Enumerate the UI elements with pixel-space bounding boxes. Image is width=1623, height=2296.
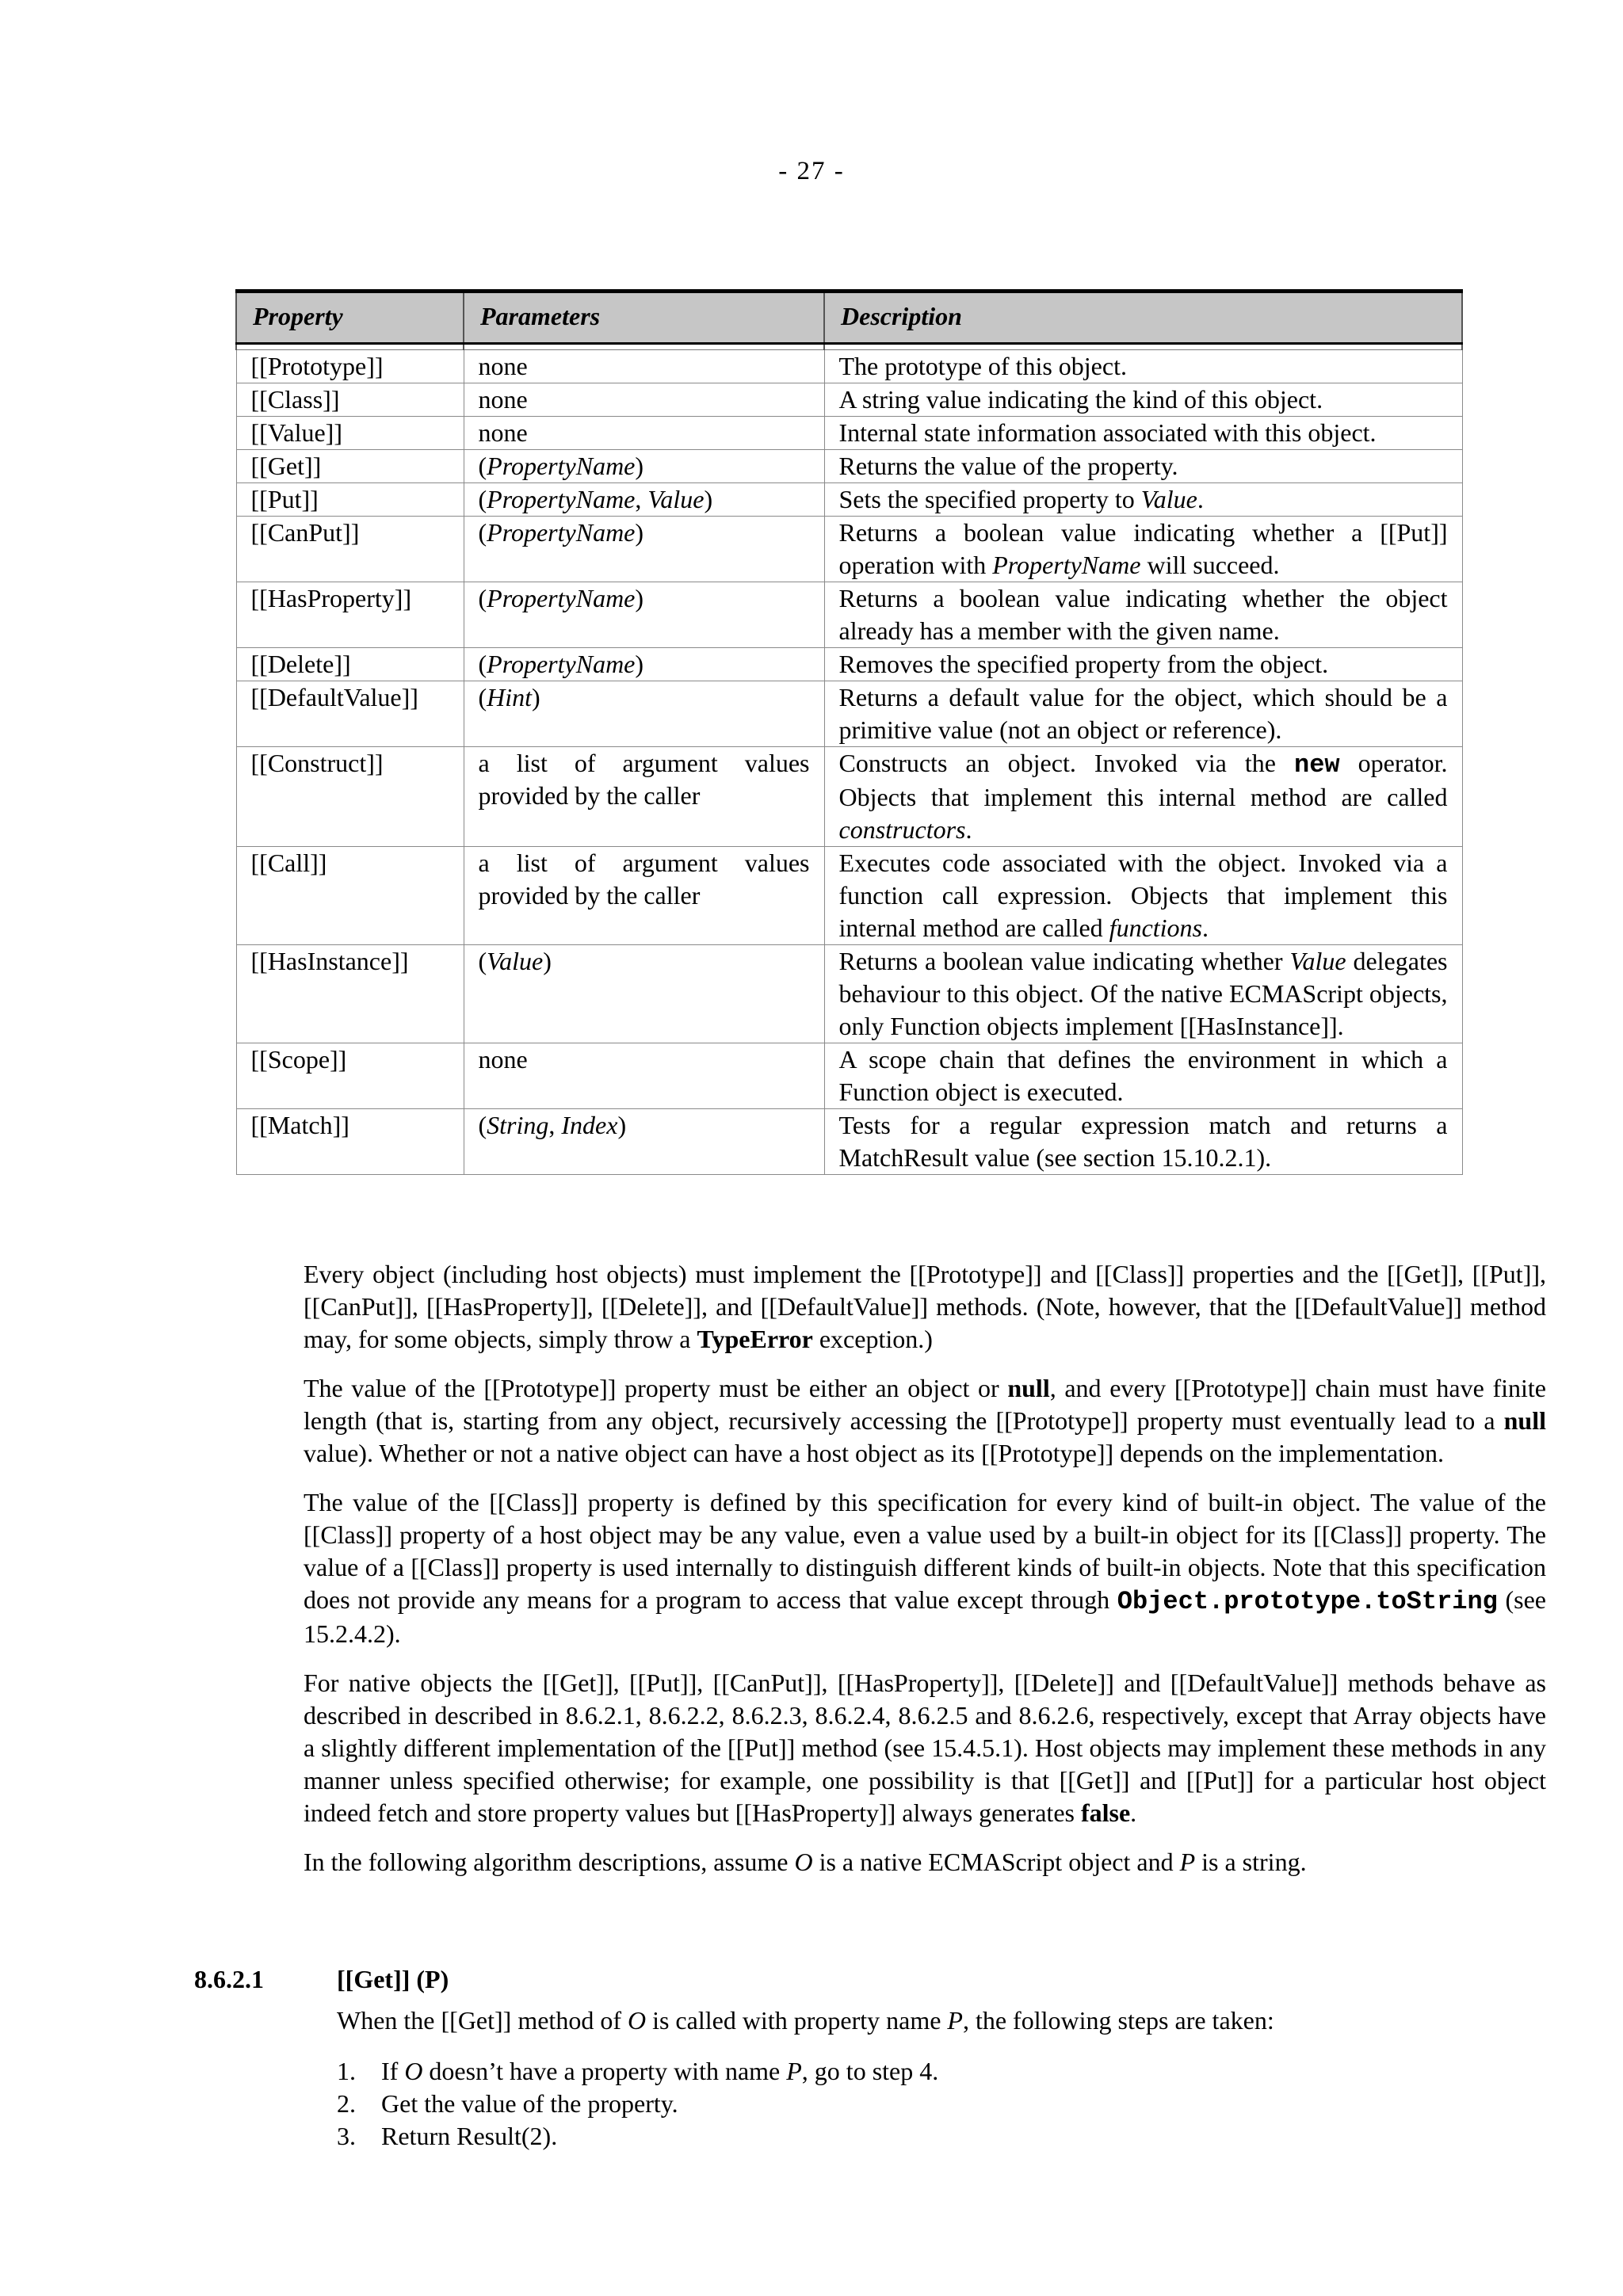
paragraph: Every object (including host objects) must implement the [[Prototype]] and [[Class]] properties and the [[Get]], [[Put]], [[CanPut]], [[HasProperty]], [[Delete]], and [[DefaultValue]] methods. (Note, however, that the [[DefaultValue]] method may, for some objects, simply throw a TypeError exception.)	[304, 1260, 1546, 1353]
table-row	[236, 1109, 1462, 1175]
cell-parameters: a list of argument values provided by the caller	[464, 847, 824, 945]
paragraph: The value of the [[Class]] property is defined by this specification for every kind of built-in object. The value of the [[Class]] property of a host object may be any value, even a value used by a built-in object for its [[Class]] property. The value of a [[Class]] property is used internally to distinguish different kinds of built-in objects. Note that this specification does not provide any means for a program to access that value except through Object.prototype.toString (see 15.2.4.2).	[304, 1488, 1547, 1648]
header-parameters: Parameters	[464, 292, 824, 344]
cell-description: Returns a boolean value indicating whether the object already has a member with the given name.	[824, 582, 1462, 648]
cell-property: [[HasInstance]]	[236, 945, 464, 1043]
algorithm-step	[337, 2055, 938, 2088]
cell-description: Returns a default value for the object, which should be a primitive value (not an object or reference).	[824, 681, 1462, 747]
cell-description: Constructs an object. Invoked via the new operator. Objects that implement this internal method are called constructors.	[824, 747, 1462, 847]
body-text	[304, 1258, 1546, 1895]
table-row	[236, 483, 1462, 517]
cell-parameters: (Hint)	[464, 681, 824, 747]
cell-property: [[DefaultValue]]	[236, 681, 464, 747]
step-number: 3.	[337, 2122, 356, 2150]
cell-description: Sets the specified property to Value.	[824, 483, 1462, 517]
cell-parameters: (PropertyName)	[464, 582, 824, 648]
cell-description: Removes the specified property from the object.	[824, 648, 1462, 681]
algorithm-steps	[337, 2055, 938, 2153]
table-row	[236, 383, 1462, 417]
cell-parameters: (PropertyName)	[464, 648, 824, 681]
table-row	[236, 350, 1462, 383]
table-row	[236, 517, 1462, 582]
cell-parameters: none	[464, 1043, 824, 1109]
cell-property: [[Call]]	[236, 847, 464, 945]
header-spacer	[236, 344, 1462, 350]
section-number: 8.6.2.1	[194, 1965, 264, 1993]
cell-property: [[Put]]	[236, 483, 464, 517]
paragraph: The value of the [[Prototype]] property must be either an object or null, and every [[Prototype]] chain must have finite length (that is, starting from any object, recursively accessing the [[Prototype]] property must eventually lead to a null value). Whether or not a native object can have a host object as its [[Prototype]] depends on the implementation.	[304, 1374, 1547, 1467]
cell-parameters: (Value)	[464, 945, 824, 1043]
table-row	[236, 450, 1462, 483]
cell-property: [[Prototype]]	[236, 350, 464, 383]
cell-property: [[Match]]	[236, 1109, 464, 1175]
step-text: Get the value of the property.	[381, 2089, 678, 2118]
cell-parameters: (PropertyName, Value)	[464, 483, 824, 517]
cell-description: Returns a boolean value indicating whether a [[Put]] operation with PropertyName will succeed.	[824, 517, 1462, 582]
algorithm-step	[337, 2088, 938, 2120]
cell-property: [[Class]]	[236, 383, 464, 417]
cell-description: Executes code associated with the object. Invoked via a function call expression. Objects that implement this internal method are called functions.	[824, 847, 1462, 945]
cell-description: Returns the value of the property.	[824, 450, 1462, 483]
cell-description: Internal state information associated with this object.	[824, 417, 1462, 450]
cell-parameters: none	[464, 417, 824, 450]
algorithm-step	[337, 2120, 938, 2153]
cell-description: Returns a boolean value indicating whether Value delegates behaviour to this object. Of the native ECMAScript objects, only Function objects implement [[HasInstance]].	[824, 945, 1462, 1043]
table-row	[236, 417, 1462, 450]
step-text: If O doesn’t have a property with name P, go to step 4.	[381, 2057, 939, 2085]
step-text: Return Result(2).	[381, 2122, 558, 2150]
cell-property: [[HasProperty]]	[236, 582, 464, 648]
cell-description: A string value indicating the kind of this object.	[824, 383, 1462, 417]
header-description: Description	[824, 292, 1462, 344]
section-intro: When the [[Get]] method of O is called with property name P, the following steps are taken:	[337, 2006, 1274, 2035]
cell-parameters: (PropertyName)	[464, 450, 824, 483]
cell-parameters: (String, Index)	[464, 1109, 824, 1175]
table-row	[236, 1043, 1462, 1109]
table-header-row	[236, 292, 1462, 344]
table-row	[236, 945, 1462, 1043]
cell-description: Tests for a regular expression match and returns a MatchResult value (see section 15.10.2.1).	[824, 1109, 1462, 1175]
section-title: [[Get]] (P)	[337, 1965, 449, 1993]
cell-parameters: none	[464, 350, 824, 383]
step-number: 2.	[337, 2089, 356, 2118]
internal-properties-table	[235, 289, 1463, 1175]
table-row	[236, 847, 1462, 945]
cell-parameters: none	[464, 383, 824, 417]
page-number: - 27 -	[778, 157, 845, 185]
cell-description: A scope chain that defines the environment in which a Function object is executed.	[824, 1043, 1462, 1109]
cell-parameters: a list of argument values provided by the caller	[464, 747, 824, 847]
cell-property: [[Construct]]	[236, 747, 464, 847]
cell-property: [[Delete]]	[236, 648, 464, 681]
table-row	[236, 648, 1462, 681]
table-row	[236, 582, 1462, 648]
paragraph: For native objects the [[Get]], [[Put]], [[CanPut]], [[HasProperty]], [[Delete]] and [[DefaultValue]] methods behave as described in described in 8.6.2.1, 8.6.2.2, 8.6.2.3, 8.6.2.4, 8.6.2.5 and 8.6.2.6, respectively, except that Array objects have a slightly different implementation of the [[Put]] method (see 15.4.5.1). Host objects may implement these methods in any manner unless specified otherwise; for example, one possibility is that [[Get]] and [[Put]] for a particular host object indeed fetch and store property values but [[HasProperty]] always generates false.	[304, 1669, 1546, 1827]
cell-description: The prototype of this object.	[824, 350, 1462, 383]
step-number: 1.	[337, 2057, 356, 2085]
cell-property: [[Get]]	[236, 450, 464, 483]
header-property: Property	[236, 292, 464, 344]
table-row	[236, 681, 1462, 747]
cell-property: [[Value]]	[236, 417, 464, 450]
cell-property: [[CanPut]]	[236, 517, 464, 582]
table-body	[236, 350, 1462, 1175]
cell-property: [[Scope]]	[236, 1043, 464, 1109]
table-row	[236, 747, 1462, 847]
paragraph: In the following algorithm descriptions, assume O is a native ECMAScript object and P is a string.	[304, 1848, 1307, 1876]
cell-parameters: (PropertyName)	[464, 517, 824, 582]
